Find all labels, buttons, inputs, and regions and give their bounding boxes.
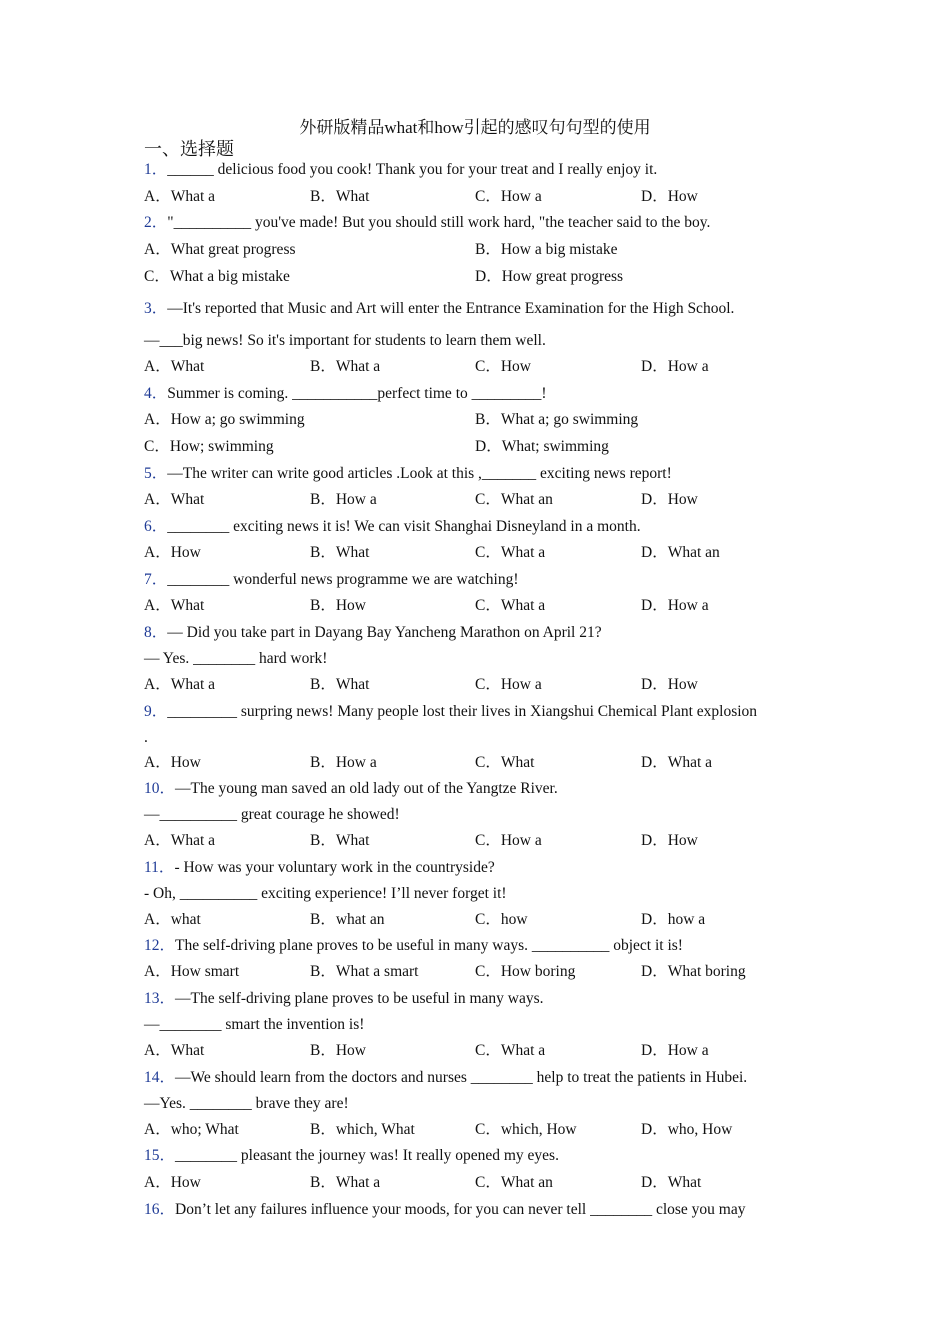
options-row bbox=[144, 1173, 824, 1193]
options-row bbox=[144, 187, 824, 207]
answer-option[interactable]: A．what bbox=[144, 911, 201, 928]
question-stem bbox=[144, 570, 824, 590]
question-text: "__________ you've made! But you should still work hard, "the teacher said to the boy. bbox=[167, 214, 711, 231]
question-stem bbox=[144, 213, 824, 233]
options-row bbox=[144, 910, 824, 930]
answer-option[interactable]: A．who; What bbox=[144, 1121, 239, 1138]
answer-option[interactable]: A．What bbox=[144, 1042, 205, 1059]
answer-option[interactable]: A．How bbox=[144, 754, 201, 771]
question-stem-continued bbox=[144, 331, 824, 351]
question-text: —The young man saved an old lady out of the Yangtze River. bbox=[175, 780, 558, 797]
question-number: 15． bbox=[144, 1147, 176, 1164]
question-text: ________ wonderful news programme we are watching! bbox=[167, 571, 519, 588]
answer-option[interactable]: B．What bbox=[310, 188, 370, 205]
answer-option[interactable]: B．How a bbox=[310, 491, 377, 508]
options-row bbox=[144, 675, 824, 695]
question-text: Don’t let any failures influence your moods, for you can never tell ________ close you may bbox=[175, 1201, 746, 1218]
question-number: 8． bbox=[144, 624, 168, 641]
question-number: 14． bbox=[144, 1069, 176, 1086]
options-row bbox=[144, 357, 824, 377]
question-text: —___big news! So it's important for students to learn them well. bbox=[144, 332, 546, 349]
options-row bbox=[144, 490, 824, 510]
answer-option[interactable]: D．What bbox=[641, 1174, 702, 1191]
answer-option[interactable]: B．What a bbox=[310, 358, 381, 375]
question-stem bbox=[144, 1200, 824, 1220]
question-stem-continued bbox=[144, 884, 824, 904]
answer-option[interactable]: C．What a bbox=[475, 544, 546, 561]
options-row bbox=[144, 437, 824, 457]
question-number: 10． bbox=[144, 780, 176, 797]
question-stem bbox=[144, 517, 824, 537]
answer-option[interactable]: C．What a big mistake bbox=[144, 268, 290, 285]
answer-option[interactable]: B．How a big mistake bbox=[475, 241, 618, 258]
question-number: 2． bbox=[144, 214, 168, 231]
answer-option[interactable]: D．What; swimming bbox=[475, 438, 609, 455]
answer-option[interactable]: A．What a bbox=[144, 676, 216, 693]
answer-option[interactable]: D．What boring bbox=[641, 963, 746, 980]
options-row bbox=[144, 596, 824, 616]
answer-option[interactable]: B．How bbox=[310, 1042, 366, 1059]
question-text: —__________ great courage he showed! bbox=[144, 806, 400, 823]
question-text: —It's reported that Music and Art will enter the Entrance Examination for the High School. bbox=[167, 300, 735, 317]
question-number: 16． bbox=[144, 1201, 176, 1218]
answer-option[interactable]: B．How a bbox=[310, 754, 377, 771]
question-stem bbox=[144, 299, 824, 319]
answer-option[interactable]: C．What bbox=[475, 754, 535, 771]
question-text: - Oh, __________ exciting experience! I’ll never forget it! bbox=[144, 885, 507, 902]
question-text: —Yes. ________ brave they are! bbox=[144, 1095, 349, 1112]
answer-option[interactable]: C．What an bbox=[475, 491, 553, 508]
options-row bbox=[144, 240, 824, 260]
answer-option[interactable]: A．What a bbox=[144, 188, 216, 205]
answer-option[interactable]: C．how bbox=[475, 911, 528, 928]
answer-option[interactable]: B．What bbox=[310, 832, 370, 849]
question-stem-continued bbox=[144, 728, 824, 748]
answer-option[interactable]: C．What an bbox=[475, 1174, 553, 1191]
question-stem bbox=[144, 1068, 824, 1088]
answer-option[interactable]: B．What bbox=[310, 676, 370, 693]
question-text: —The self-driving plane proves to be useful in many ways. bbox=[175, 990, 544, 1007]
answer-option[interactable]: C．How boring bbox=[475, 963, 576, 980]
answer-option[interactable]: A．What bbox=[144, 491, 205, 508]
question-stem bbox=[144, 623, 824, 643]
answer-option[interactable]: C．How a bbox=[475, 188, 542, 205]
question-number: 13． bbox=[144, 990, 176, 1007]
question-number: 5． bbox=[144, 465, 168, 482]
question-number: 1． bbox=[144, 161, 168, 178]
question-stem bbox=[144, 1146, 824, 1166]
question-stem-continued bbox=[144, 1015, 824, 1035]
question-number: 11． bbox=[144, 859, 175, 876]
question-number: 9． bbox=[144, 703, 168, 720]
question-text: _________ surpring news! Many people lost their lives in Xiangshui Chemical Plant explosion bbox=[167, 703, 758, 720]
answer-option[interactable]: D．who, How bbox=[641, 1121, 733, 1138]
answer-option[interactable]: C．How a bbox=[475, 676, 542, 693]
answer-option[interactable]: C．How bbox=[475, 358, 531, 375]
options-row bbox=[144, 410, 824, 430]
question-stem-continued bbox=[144, 649, 824, 669]
question-text: Summer is coming. ___________perfect time to _________! bbox=[167, 385, 547, 402]
question-text: — Did you take part in Dayang Bay Yancheng Marathon on April 21? bbox=[167, 624, 602, 641]
answer-option[interactable]: B．How bbox=[310, 597, 366, 614]
options-row bbox=[144, 753, 824, 773]
answer-option[interactable]: C．which, How bbox=[475, 1121, 577, 1138]
question-stem bbox=[144, 989, 824, 1009]
answer-option[interactable]: D．How a bbox=[641, 597, 709, 614]
options-row bbox=[144, 962, 824, 982]
question-stem bbox=[144, 464, 824, 484]
answer-option[interactable]: A．What bbox=[144, 358, 205, 375]
answer-option[interactable]: A．What a bbox=[144, 832, 216, 849]
answer-option[interactable]: D．What a bbox=[641, 754, 713, 771]
answer-option[interactable]: B．What a bbox=[310, 1174, 381, 1191]
options-row bbox=[144, 543, 824, 563]
section-heading: 一、选择题 bbox=[144, 139, 234, 159]
options-row bbox=[144, 267, 824, 287]
question-stem bbox=[144, 858, 824, 878]
question-text: —________ smart the invention is! bbox=[144, 1016, 365, 1033]
options-row bbox=[144, 1041, 824, 1061]
answer-option[interactable]: B．which, What bbox=[310, 1121, 415, 1138]
question-text: ________ pleasant the journey was! It really opened my eyes. bbox=[175, 1147, 559, 1164]
answer-option[interactable]: A．How bbox=[144, 1174, 201, 1191]
question-text: The self-driving plane proves to be useful in many ways. __________ object it is! bbox=[175, 937, 683, 954]
page-title: 外研版精品what和how引起的感叹句句型的使用 bbox=[299, 118, 651, 137]
question-stem bbox=[144, 384, 824, 404]
answer-option[interactable]: A．How smart bbox=[144, 963, 240, 980]
answer-option[interactable]: A．What great progress bbox=[144, 241, 296, 258]
question-text: ______ delicious food you cook! Thank you for your treat and I really enjoy it. bbox=[167, 161, 658, 178]
question-text: — Yes. ________ hard work! bbox=[144, 650, 328, 667]
answer-option[interactable]: D．How bbox=[641, 676, 698, 693]
question-stem bbox=[144, 779, 824, 799]
answer-option[interactable]: A．How bbox=[144, 544, 201, 561]
answer-option[interactable]: C．How; swimming bbox=[144, 438, 274, 455]
answer-option[interactable]: B．what an bbox=[310, 911, 385, 928]
answer-option[interactable]: C．What a bbox=[475, 1042, 546, 1059]
answer-option[interactable]: C．How a bbox=[475, 832, 542, 849]
answer-option[interactable]: D．How a bbox=[641, 1042, 709, 1059]
question-stem bbox=[144, 702, 824, 722]
question-text: ________ exciting news it is! We can visit Shanghai Disneyland in a month. bbox=[167, 518, 641, 535]
question-stem bbox=[144, 936, 824, 956]
question-number: 4． bbox=[144, 385, 168, 402]
answer-option[interactable]: A．How a; go swimming bbox=[144, 411, 305, 428]
question-number: 6． bbox=[144, 518, 168, 535]
question-number: 3． bbox=[144, 300, 168, 317]
answer-option[interactable]: D．How bbox=[641, 832, 698, 849]
answer-option[interactable]: D．How a bbox=[641, 358, 709, 375]
answer-option[interactable]: A．What bbox=[144, 597, 205, 614]
question-stem-continued bbox=[144, 1094, 824, 1114]
question-text: - How was your voluntary work in the countryside? bbox=[174, 859, 495, 876]
answer-option[interactable]: D．What an bbox=[641, 544, 720, 561]
question-stem bbox=[144, 160, 824, 180]
answer-option[interactable]: D．How great progress bbox=[475, 268, 624, 285]
answer-option[interactable]: D．how a bbox=[641, 911, 706, 928]
answer-option[interactable]: B．What a; go swimming bbox=[475, 411, 639, 428]
answer-option[interactable]: C．What a bbox=[475, 597, 546, 614]
answer-option[interactable]: B．What bbox=[310, 544, 370, 561]
options-row bbox=[144, 1120, 824, 1140]
answer-option[interactable]: D．How bbox=[641, 188, 698, 205]
question-text: —The writer can write good articles .Look at this ,_______ exciting news report! bbox=[167, 465, 672, 482]
answer-option[interactable]: D．How bbox=[641, 491, 698, 508]
question-number: 12． bbox=[144, 937, 176, 954]
question-text: . bbox=[144, 729, 148, 746]
question-stem-continued bbox=[144, 805, 824, 825]
options-row bbox=[144, 831, 824, 851]
question-number: 7． bbox=[144, 571, 168, 588]
answer-option[interactable]: B．What a smart bbox=[310, 963, 419, 980]
question-text: —We should learn from the doctors and nurses ________ help to treat the patients in Hubei. bbox=[175, 1069, 748, 1086]
